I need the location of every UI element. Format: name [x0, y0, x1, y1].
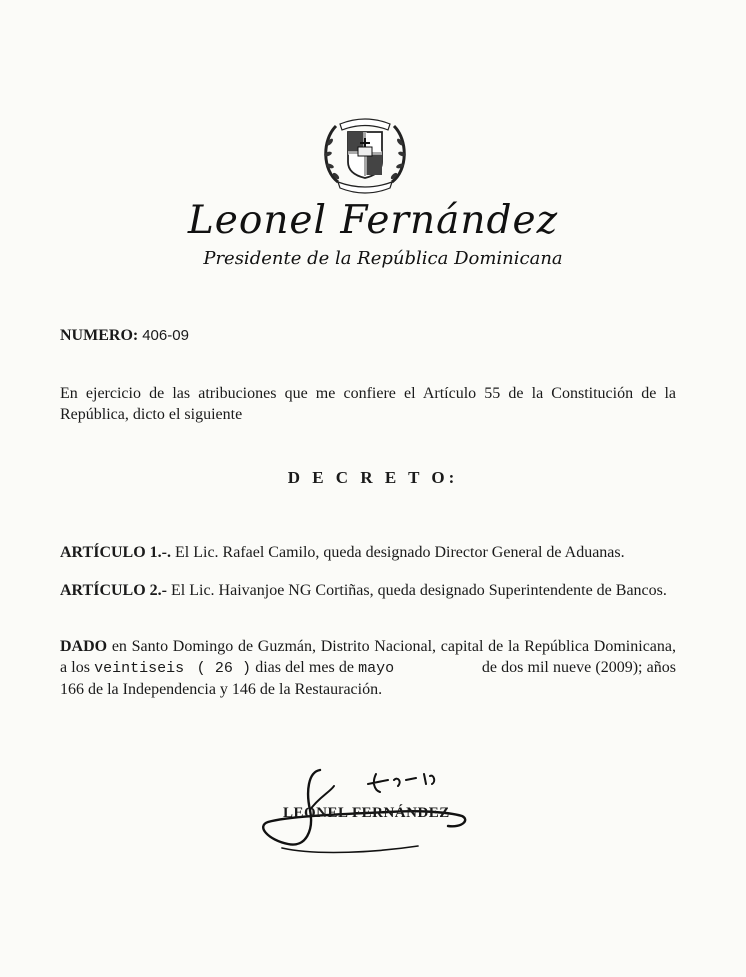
dado-day-number: ( 26 )	[196, 660, 252, 677]
dado-part3: de dos mil nueve (2009); años 166 de la Independencia y 146 de la Restauración.	[60, 659, 677, 698]
article-2-label: ARTÍCULO 2.-	[60, 582, 167, 599]
decree-number	[60, 327, 189, 345]
article-1	[60, 542, 676, 563]
header-title: Presidente de la República Dominicana	[203, 248, 563, 269]
decree-number-label: NUMERO:	[60, 327, 139, 344]
article-2	[60, 580, 676, 601]
dado-part2: dias del mes de	[251, 659, 359, 676]
dado-day-words: veintiseis	[94, 660, 185, 677]
article-1-text: El Lic. Rafael Camilo, queda designado Director General de Aduanas.	[171, 544, 625, 561]
header-name: Leonel Fernández	[187, 198, 559, 243]
dado-paragraph	[60, 636, 676, 700]
signature-name: LEONEL FERNÁNDEZ	[283, 805, 450, 821]
article-1-label: ARTÍCULO 1.-.	[60, 544, 171, 561]
decree-title: D E C R E T O:	[287, 468, 459, 487]
decree-number-value: 406-09	[142, 327, 189, 344]
intro-paragraph: En ejercicio de las atribuciones que me confiere el Artículo 55 de la Constitución de la República, dicto el siguiente	[60, 385, 676, 423]
dado-part1: en Santo Domingo de Guzmán, Distrito Nacional, capital de la República Dominicana, a los	[60, 638, 676, 676]
article-2-text: El Lic. Haivanjoe NG Cortiñas, queda designado Superintendente de Bancos.	[167, 582, 667, 599]
coat-of-arms-seal	[318, 112, 412, 196]
dado-month: mayo	[358, 660, 395, 677]
dado-label: DADO	[60, 638, 108, 655]
